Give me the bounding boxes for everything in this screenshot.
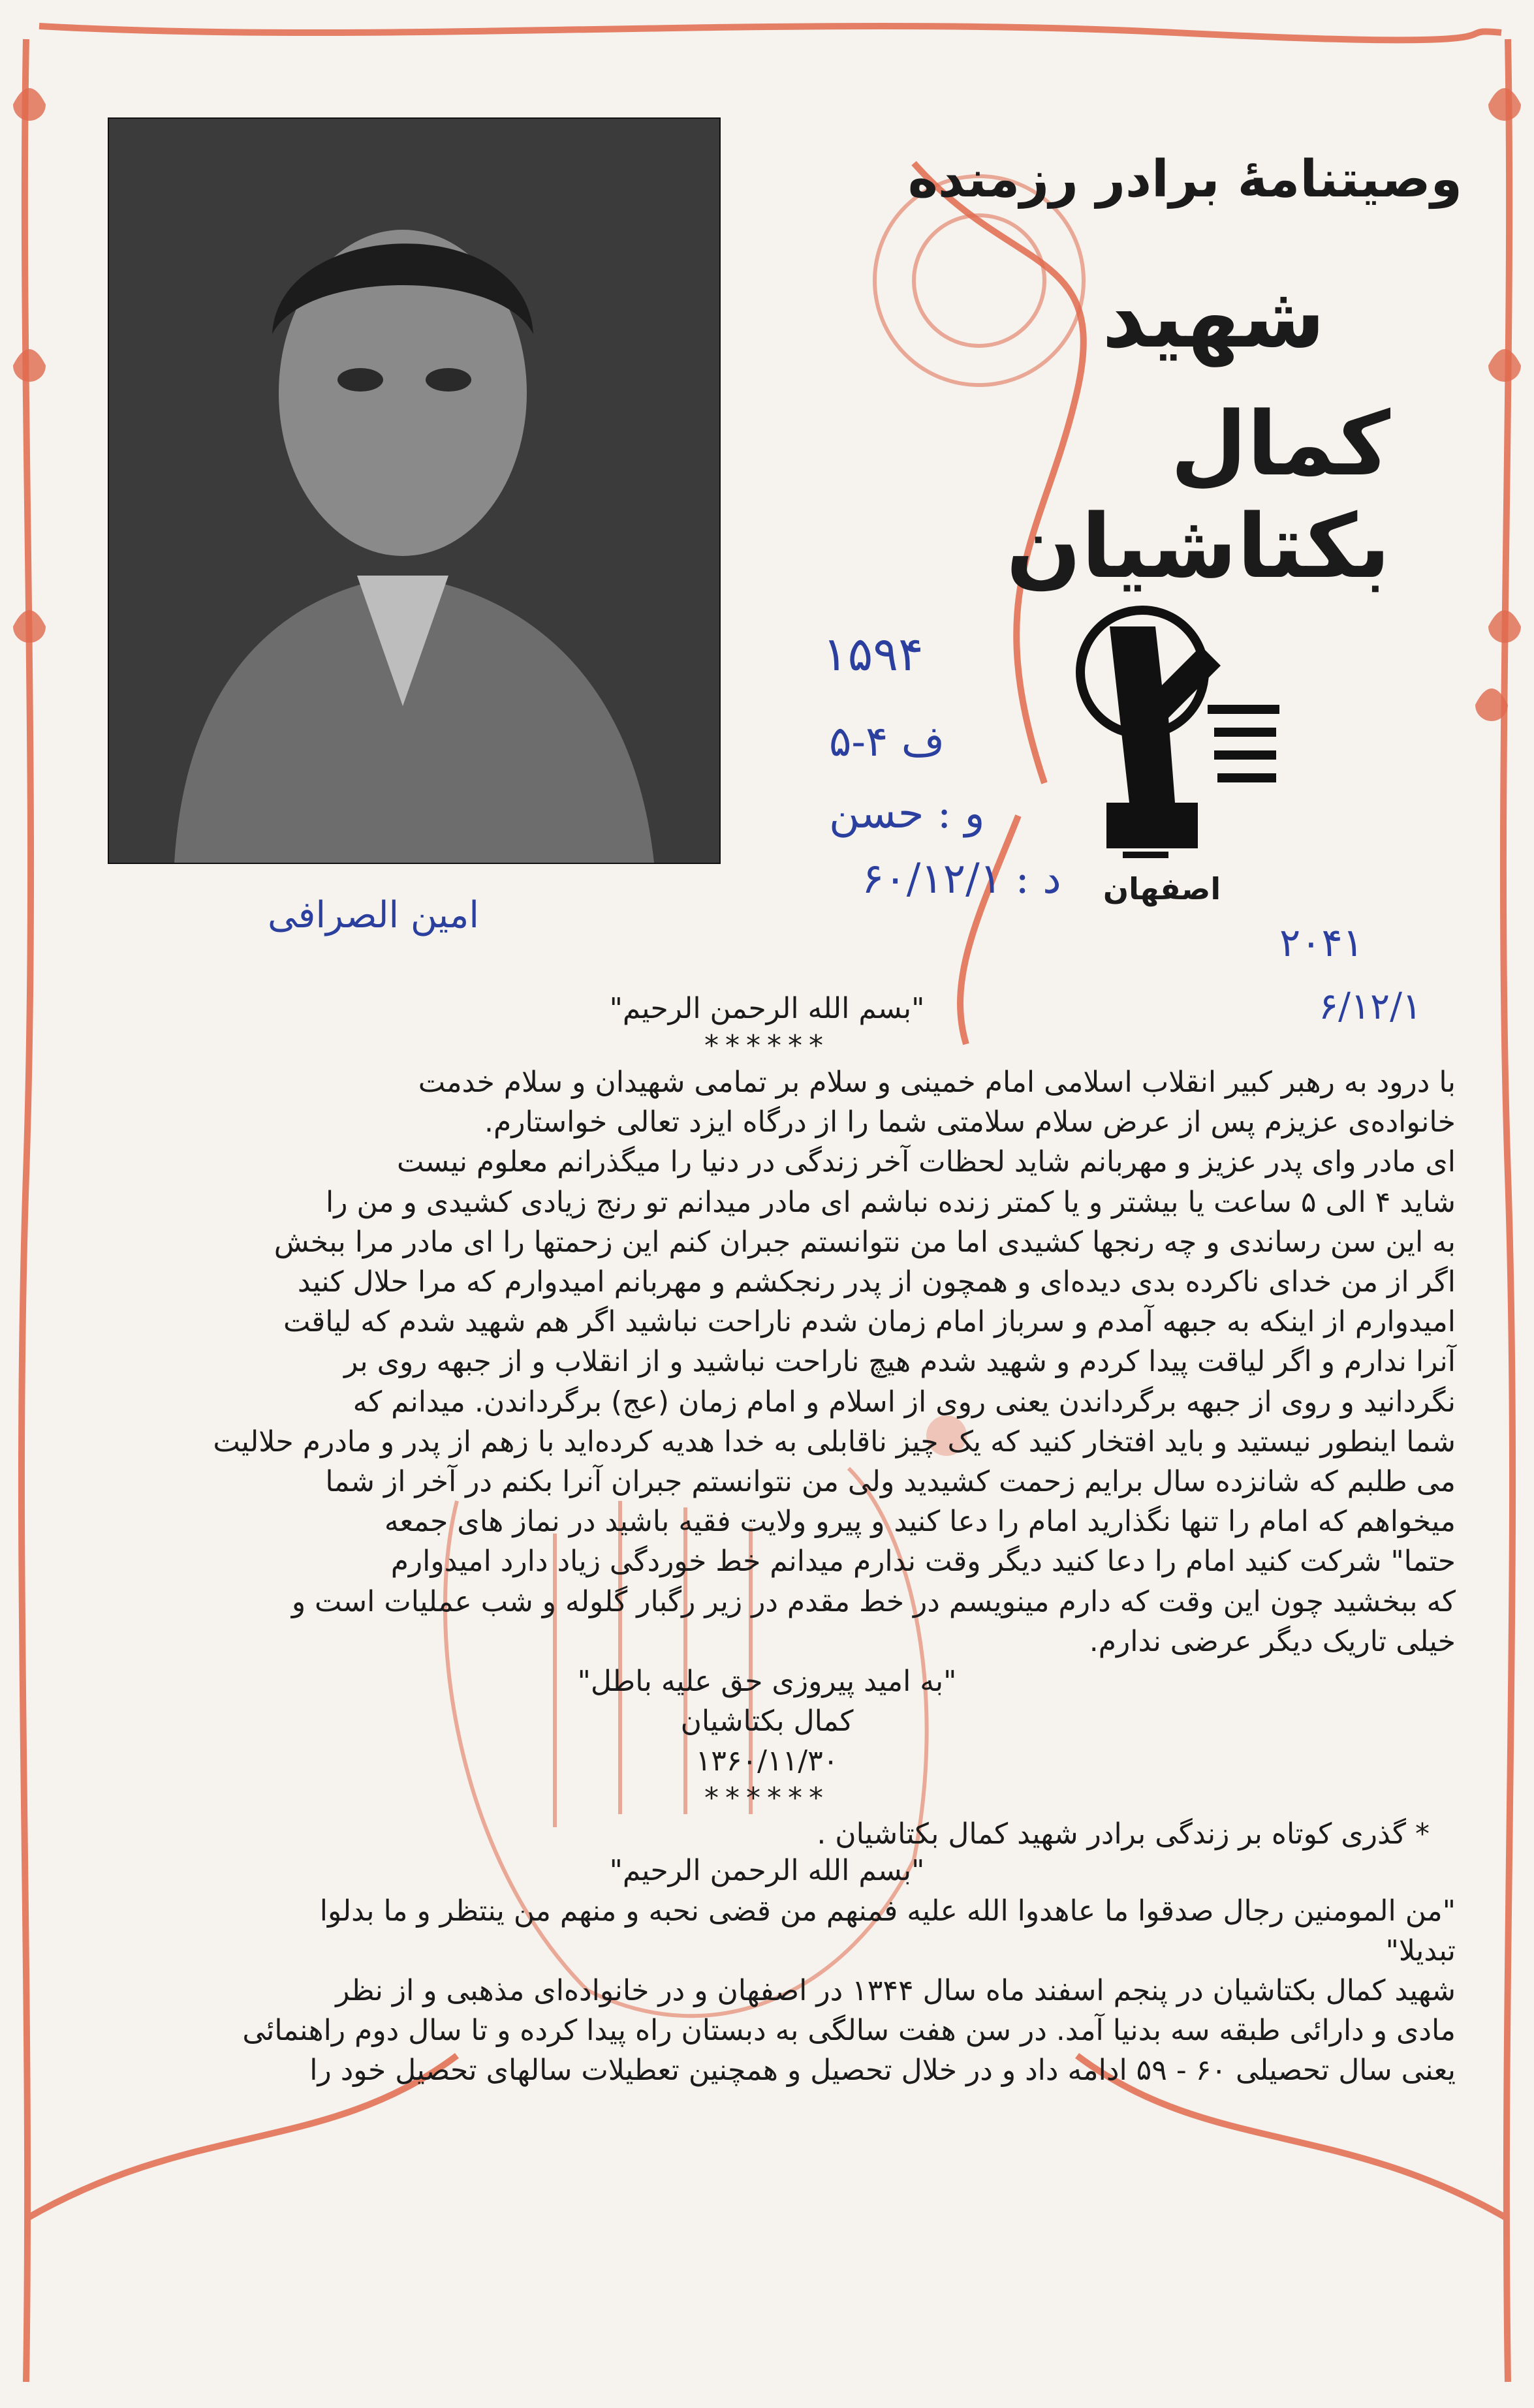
text-line: ای مادر وای پدر عزیز و مهربانم شاید لحظات آخر زندگی در دنیا را میگذرانم معلوم نیست bbox=[396, 1145, 1456, 1179]
text-line: اگر از من خدای ناکرده بدی دیده‌ای و همچون از پدر رنجکشم و مهربانم امیدوارم که مرا حلال کنید bbox=[297, 1265, 1456, 1299]
separator-stars: ****** bbox=[704, 1029, 830, 1062]
martyr-name: کمال بکتاشیان bbox=[1006, 393, 1390, 598]
closing-quote: "به امید پیروزی حق علیه باطل" bbox=[577, 1665, 957, 1699]
portrait-image bbox=[109, 119, 719, 863]
text-line: خیلی تاریک دیگر عرضی ندارم. bbox=[1089, 1624, 1456, 1658]
text-line: با درود به رهبر کبیر انقلاب اسلامی امام خمینی و سلام بر تمامی شهیدان و سلام خدمت bbox=[418, 1066, 1456, 1099]
separator-stars: ****** bbox=[704, 1781, 830, 1815]
text-line: که ببخشید چون این وقت که دارم مینویسم در خط مقدم در زیر رگبار گلوله و شب عملیات است و bbox=[291, 1584, 1456, 1618]
bio-line: مادی و دارائی طبقه سه بدنیا آمد. در سن هفت سالگی به دبستان راه پیدا کرده و تا سال دوم راهنمائی bbox=[242, 2014, 1456, 2048]
title-block bbox=[757, 150, 1462, 598]
document-subtitle: وصیتنامهٔ برادر رزمنده bbox=[907, 150, 1462, 209]
basmala: "بسم الله الرحمن الرحیم" bbox=[609, 992, 925, 1025]
handwritten-note: ۱۵۹۴ bbox=[822, 626, 924, 681]
bio-line: یعنی سال تحصیلی ۶۰ - ۵۹ ادامه داد و در خلال تحصیل و همچنین تعطیلات سالهای تحصیل خود را bbox=[309, 2054, 1456, 2088]
signature: کمال بکتاشیان bbox=[680, 1705, 854, 1738]
city-label: اصفهان bbox=[1103, 871, 1221, 906]
irgc-emblem-icon bbox=[1071, 587, 1292, 861]
martyr-label: شهید bbox=[1102, 268, 1325, 367]
quran-verse: "من المومنین رجال صدقوا ما عاهدوا الله علیه فمنهم من قضی نحبه و منهم من ینتظر و ما بدلوا bbox=[319, 1894, 1456, 1928]
martyr-photo bbox=[108, 117, 721, 864]
text-line: نگردانید و روی از جبهه برگرداندن یعنی روی از اسلام و امام زمان (عج) برگرداندن. میدانم که bbox=[352, 1385, 1456, 1419]
text-line: شاید ۴ الی ۵ ساعت یا بیشتر و یا کمتر زنده نباشم ای مادر میدانم تو رنج زیادی کشیدی و من را bbox=[326, 1185, 1456, 1219]
text-line: حتما" شرکت کنید امام را دعا کنید دیگر وقت ندارم میدانم خط خوردگی زیاد دارد امیدوارم bbox=[390, 1545, 1456, 1579]
text-line: میخواهم که امام را تنها نگذارید امام را دعا کنید و پیرو ولایت فقیه باشید در نماز های جمعه bbox=[384, 1505, 1456, 1539]
text-line: می طلبم که شانزده سال برایم زحمت کشیدید ولی من نتوانستم جبران آنرا بکنم در آخر از شما bbox=[325, 1465, 1456, 1499]
text-line: به این سن رساندی و چه رنجها کشیدی اما من نتوانستم جبران کنم این زحمتها را ای مادر مرا ببخش bbox=[274, 1225, 1456, 1259]
bio-basmala: "بسم الله الرحمن الرحیم" bbox=[609, 1853, 925, 1887]
bio-title: * گذری کوتاه بر زندگی برادر شهید کمال بکتاشیان . bbox=[817, 1817, 1430, 1851]
handwritten-note: امین الصرافی bbox=[268, 894, 479, 936]
text-line: امیدوارم از اینکه به جبهه آمدم و سرباز امام زمان شدم ناراحت نباشید اگر هم شهید شدم که لیاقت bbox=[283, 1305, 1456, 1339]
text-line: آنرا ندارم و اگر لیاقت پیدا کردم و شهید شدم هیچ ناراحت نباشید و از انقلاب و از جبهه روی بر bbox=[344, 1345, 1456, 1379]
text-line: شما اینطور نیستید و باید افتخار کنید که یک چیز ناقابلی به خدا هدیه کرده‌اید با زهم از پدر و مادرم حلالیت bbox=[213, 1425, 1456, 1459]
handwritten-note: ف ۴-۵ bbox=[829, 718, 945, 766]
handwritten-note: ۶/۱۲/۱ bbox=[1319, 985, 1422, 1028]
quran-verse-end: تبدیلا" bbox=[1385, 1934, 1456, 1968]
bio-line: شهید کمال بکتاشیان در پنجم اسفند ماه سال ۱۳۴۴ در اصفهان و در خانواده‌ای مذهبی و از نظر bbox=[336, 1974, 1456, 2008]
will-body bbox=[78, 992, 1456, 2091]
letter-date: ۱۳۶۰/۱۱/۳۰ bbox=[695, 1744, 839, 1778]
handwritten-note: ۲۰۴۱ bbox=[1279, 920, 1364, 966]
handwritten-note: و : حسن bbox=[829, 790, 985, 838]
handwritten-note: د : ۶۰/۱۲/۱ bbox=[862, 855, 1061, 903]
text-line: خانواده‌ی عزیزم پس از عرض سلام سلامتی شما را از درگاه ایزد تعالی خواستارم. bbox=[484, 1105, 1456, 1139]
